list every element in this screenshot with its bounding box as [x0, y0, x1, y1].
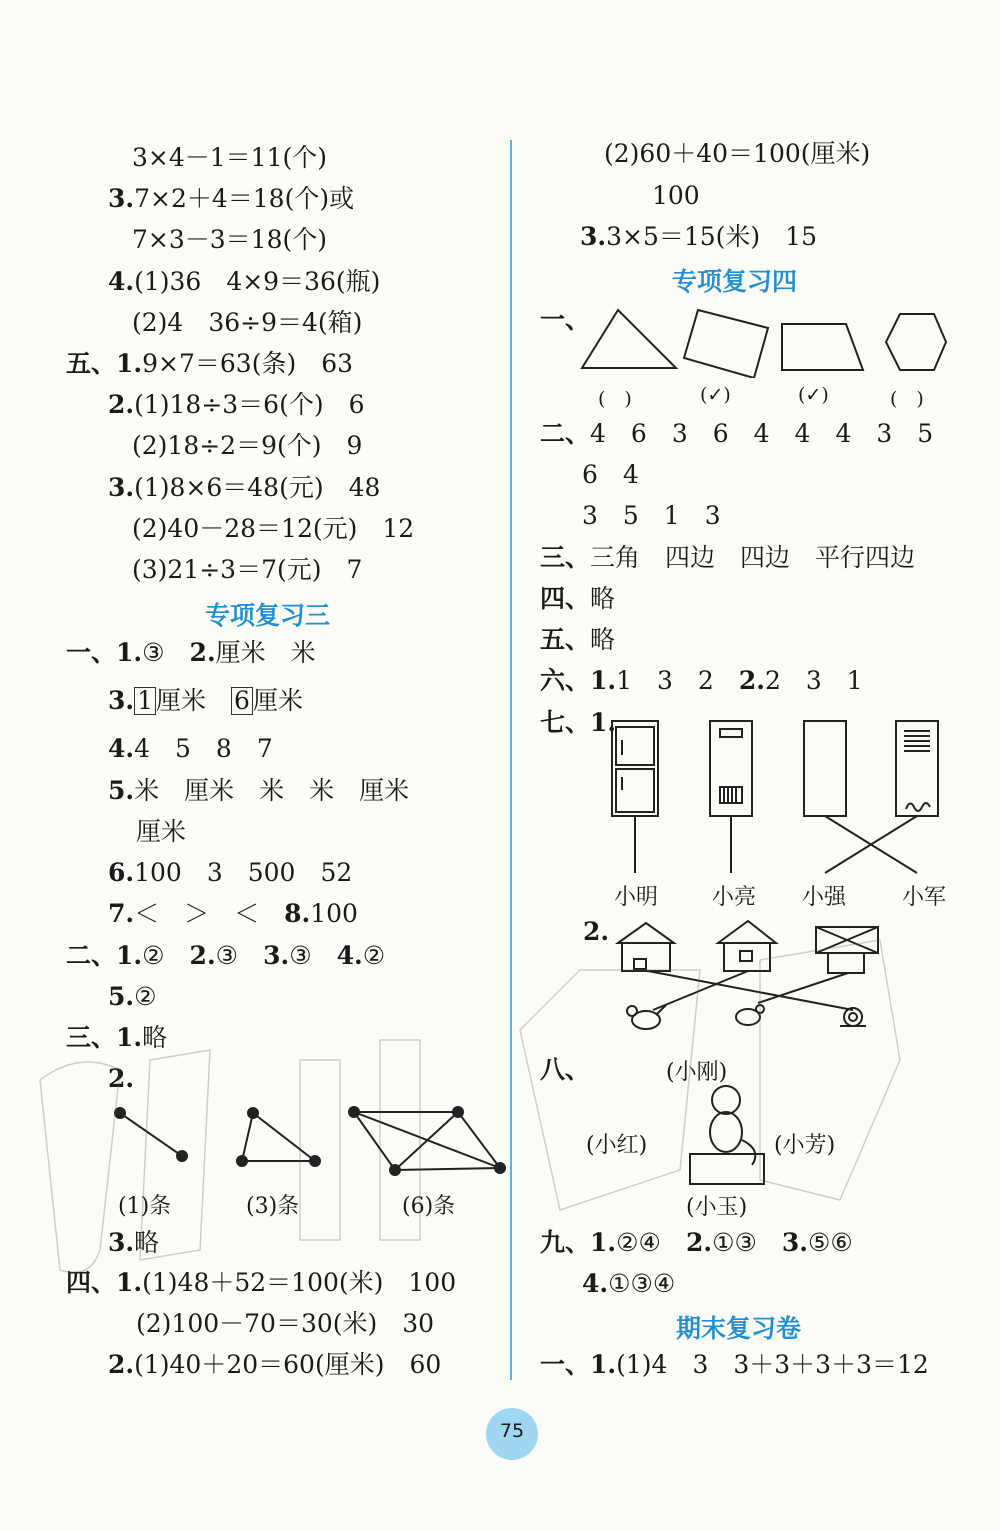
section-number: 五、: [540, 625, 591, 654]
answer-line: [108, 1350, 441, 1380]
answer-line: [66, 638, 316, 668]
answer-text: 2 3 1: [764, 666, 863, 695]
person-name: 小军: [902, 885, 947, 910]
item-number: 2.: [108, 390, 135, 419]
item-number: 5.: [108, 982, 135, 1011]
answer-text: 9×7＝63(条) 63: [142, 349, 354, 378]
item-number: 1.: [116, 941, 143, 970]
answer-text: 1 3 2: [616, 666, 739, 695]
answer-text: 3×5＝15(米) 15: [606, 222, 817, 251]
check-mark: ( ): [598, 388, 632, 410]
section-number: 六、: [540, 666, 591, 695]
answer-text: 7×2＋4＝18(个)或: [134, 184, 355, 213]
check-mark: (✓): [798, 384, 829, 406]
item-number: 4.: [108, 734, 135, 763]
check-mark: (✓): [700, 384, 731, 406]
item-number: 6.: [108, 858, 135, 887]
answer-line: [540, 584, 615, 614]
section-number: 三、: [66, 1023, 117, 1052]
item-number: 2.: [189, 638, 216, 667]
column-divider: [510, 140, 512, 1380]
snail-icon: [840, 1008, 866, 1026]
answer-text: ②: [362, 941, 386, 970]
figure-label: (6)条: [402, 1194, 456, 1219]
answer-line: [108, 899, 358, 929]
section-number: 一、: [540, 1350, 591, 1379]
section-title: 专项复习三: [205, 601, 331, 630]
answer-line: 厘米: [136, 817, 187, 846]
answer-line: [108, 390, 365, 420]
item-number: 1.: [590, 666, 617, 695]
monkey-statue-icon: [684, 1080, 774, 1190]
answer-text: ①③④: [608, 1269, 676, 1298]
answer-line: [108, 1064, 134, 1094]
section-number: 二、: [540, 419, 591, 448]
answer-line: [540, 1228, 853, 1258]
item-number: 2.: [583, 917, 610, 946]
answer-line: [108, 734, 273, 764]
section-title: 期末复习卷: [676, 1314, 802, 1343]
section-number: 七、: [540, 708, 591, 737]
answer-text: 略: [142, 1023, 168, 1052]
line-segments-figure: [100, 1095, 510, 1185]
hexagon-shape: [886, 314, 946, 370]
item-number: 4.: [582, 1269, 609, 1298]
section-number: 九、: [540, 1228, 591, 1257]
item-number: 1.: [116, 349, 143, 378]
answer-line: (2)40－28＝12(元) 12: [132, 514, 415, 543]
answer-text: ①③: [712, 1228, 782, 1257]
item-number: 3.: [108, 473, 135, 502]
item-number: 1.: [590, 708, 617, 737]
answer-text: 厘米 米: [215, 638, 316, 667]
answer-line: [540, 419, 933, 449]
answer-line: [108, 267, 380, 297]
item-number: 2.: [108, 1350, 135, 1379]
rooster-icon: [627, 1005, 666, 1029]
section-number: 一、: [66, 638, 117, 667]
triangle-shape: [582, 310, 676, 368]
person-name: 小强: [802, 885, 847, 910]
answer-text: 米 厘米 米 米 厘米: [134, 776, 410, 805]
item-number: 3.: [580, 222, 607, 251]
answer-line: [66, 941, 385, 971]
answer-line: [66, 1023, 167, 1053]
check-mark: ( ): [890, 388, 924, 410]
answer-text: ②④: [616, 1228, 686, 1257]
item-number: 3.: [108, 184, 135, 213]
answer-text: 略: [590, 625, 616, 654]
answer-line: [582, 1269, 675, 1299]
answer-text: 三角 四边 四边 平行四边: [590, 543, 916, 572]
item-number: 3.: [108, 686, 135, 715]
item-number: 3.: [781, 1228, 808, 1257]
person-label: (小刚): [666, 1060, 728, 1085]
section-number: 一、: [540, 305, 591, 334]
item-number: 5.: [108, 776, 135, 805]
answer-line: [540, 543, 915, 573]
answer-line: [108, 776, 409, 806]
answer-text: 厘米: [156, 686, 232, 715]
answer-text: 厘米: [252, 686, 303, 715]
answer-text: (1)4 3 3＋3＋3＋3＝12: [616, 1350, 929, 1379]
item-number: 1.: [116, 638, 143, 667]
answer-line: [108, 184, 354, 214]
answer-line: 100: [652, 181, 700, 210]
section-number: 二、: [66, 941, 117, 970]
answer-text: 略: [134, 1228, 160, 1257]
section-title: 专项复习四: [672, 267, 798, 296]
answer-line: (2)18÷2＝9(个) 9: [132, 431, 363, 460]
answer-line: 3 5 1 3: [582, 501, 721, 530]
item-number: 1.: [116, 1268, 143, 1297]
answer-text: 略: [590, 584, 616, 613]
answer-line: [540, 1055, 590, 1085]
answer-line: [580, 222, 817, 252]
answer-text: (1)8×6＝48(元) 48: [134, 473, 381, 502]
views-matching-figure: [600, 715, 950, 880]
answer-line: (3)21÷3＝7(元) 7: [132, 555, 363, 584]
answer-text: ＜ ＞ ＜: [134, 899, 285, 928]
answer-text: (1)48＋52＝100(米) 100: [142, 1268, 457, 1297]
section-number: 四、: [540, 584, 591, 613]
boxed-answer: 1: [134, 687, 156, 715]
bird-icon: [736, 1005, 764, 1025]
answer-line: (2)4 36÷9＝4(箱): [132, 308, 363, 337]
boxed-answer: 6: [231, 687, 253, 715]
answer-line: [66, 349, 353, 379]
item-number: 2.: [108, 1064, 135, 1093]
answer-line: [540, 625, 615, 655]
item-number: 2.: [685, 1228, 713, 1257]
answer-text: ③: [142, 638, 190, 667]
person-name: 小亮: [712, 885, 757, 910]
item-number: 2.: [738, 666, 765, 695]
person-label: (小玉): [686, 1195, 748, 1220]
person-label: (小芳): [774, 1133, 836, 1158]
answer-line: [108, 858, 352, 888]
answer-text: 4 5 8 7: [134, 734, 273, 763]
figure-label: (3)条: [246, 1194, 300, 1219]
answer-text: 100 3 500 52: [134, 858, 353, 887]
parallelogram-shape: [684, 310, 768, 378]
item-number: 7.: [108, 899, 135, 928]
item-number: 1.: [590, 1228, 617, 1257]
answer-text: (1)36 4×9＝36(瓶): [134, 267, 381, 296]
trapezoid-shape: [782, 324, 863, 370]
shapes-figure: [578, 302, 958, 378]
section-number: 八、: [540, 1055, 591, 1084]
page-number: 75: [499, 1420, 525, 1442]
answer-line: [540, 1350, 929, 1380]
answer-text: 4 6 3 6 4 4 4 3 5: [590, 419, 934, 448]
answer-line: 3×4－1＝11(个): [132, 143, 327, 172]
item-number: 2.: [189, 941, 216, 970]
answer-text: ②: [142, 941, 190, 970]
item-number: 1.: [590, 1350, 617, 1379]
item-number: 3.: [263, 941, 290, 970]
section-number: 四、: [66, 1268, 117, 1297]
answer-line: 6 4: [582, 460, 639, 489]
person-name: 小明: [614, 885, 659, 910]
item-number: 3.: [108, 1228, 135, 1257]
section-number: 三、: [540, 543, 591, 572]
answer-text: 100: [310, 899, 358, 928]
section-number: 五、: [66, 349, 117, 378]
answer-line: [66, 1268, 456, 1298]
answer-text: ⑤⑥: [808, 1228, 853, 1257]
answer-text: ③: [289, 941, 337, 970]
answer-text: (1)18÷3＝6(个) 6: [134, 390, 365, 419]
item-number: 4.: [336, 941, 363, 970]
item-number: 8.: [284, 899, 311, 928]
answer-line: [108, 686, 303, 716]
answer-text: ②: [134, 982, 157, 1011]
person-label: (小红): [586, 1133, 648, 1158]
figure-label: (1)条: [118, 1194, 172, 1219]
animal-house-matching-figure: [608, 915, 898, 1040]
answer-line: [108, 1228, 159, 1258]
item-number: 1.: [116, 1023, 143, 1052]
item-number: 4.: [108, 267, 135, 296]
answer-line: (2)60＋40＝100(厘米): [604, 139, 871, 168]
answer-text: (1)40＋20＝60(厘米) 60: [134, 1350, 442, 1379]
answer-line: [108, 473, 380, 503]
answer-text: ③: [215, 941, 264, 970]
answer-line: 7×3－3＝18(个): [132, 225, 327, 254]
answer-line: [540, 666, 863, 696]
answer-line: (2)100－70＝30(米) 30: [136, 1309, 435, 1338]
answer-line: [108, 982, 157, 1012]
